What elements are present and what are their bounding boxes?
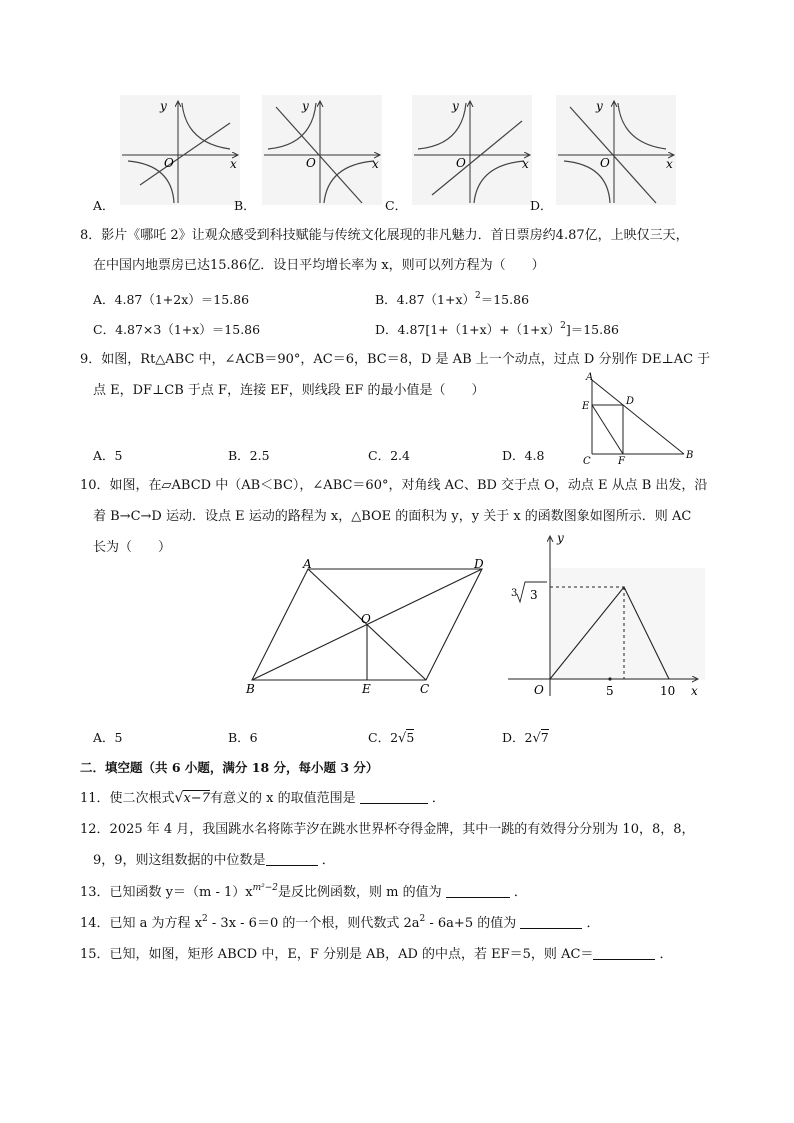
question-13: 13．已知函数 $y=(m - 1)x^{m^2-2}$是反比例函数，则 m 的值为 ． — [80, 883, 527, 900]
q7-graph-set — [90, 95, 690, 210]
svg-text:A: A — [303, 557, 312, 571]
svg-text:O: O — [164, 156, 174, 170]
q8-option-b: B．$4.87(1+x)^2=15.86$ — [375, 291, 530, 307]
svg-text:x: x — [691, 684, 698, 698]
svg-text:O: O — [600, 156, 610, 170]
question-15: 15．已知，如图，矩形 ABCD 中，E，F 分别是 AB，AD 的中点，若 EF＝5，则 AC＝ ． — [80, 947, 673, 962]
svg-text:E: E — [582, 401, 590, 412]
q10-parallelogram-figure — [240, 555, 500, 700]
svg-text:x: x — [372, 157, 379, 171]
svg-text:x: x — [666, 157, 673, 171]
q9-option-a: A．5 — [93, 448, 123, 463]
q8-text-1: 影片《哪吒 2》让观众感受到科技赋能与传统文化展现的非凡魅力．首日票房约4.87亿，上映仅三天， — [101, 228, 689, 243]
q10-function-graph — [500, 528, 710, 700]
q9-text-2: 点 E，DF⊥CB 于点 F，连接 EF，则线段 EF 的最小值是（ ） — [93, 383, 485, 398]
q10-number: 10． — [80, 478, 110, 493]
q9-figure — [580, 372, 700, 467]
q10-text-1: 如图，在▱ABCD 中（AB＜BC），∠ABC＝60°，对角线 AC、BD 交于点 O，动点 E 从点 B 出发，沿 — [109, 478, 708, 493]
q10-text-3: 长为（ ） — [93, 540, 172, 555]
q12-line-2: 9，9，则这组数据的中位数是 ． — [93, 853, 335, 868]
q10-option-a: A．5 — [93, 730, 123, 745]
svg-text:O: O — [306, 156, 316, 170]
q10-option-c: C．2√5 — [368, 730, 415, 746]
q8-option-a: A．4.87（1+2x）＝15.86 — [93, 292, 250, 307]
q10-option-b: B．6 — [228, 730, 258, 745]
question-11: 11．使二次根式√x−7有意义的 x 的取值范围是 ． — [80, 790, 445, 806]
q14-answer-blank[interactable] — [520, 916, 582, 929]
svg-text:y: y — [596, 99, 603, 113]
q9-option-c: C．2.4 — [368, 448, 410, 463]
q9-line-1 — [80, 352, 710, 368]
svg-text:5: 5 — [606, 684, 614, 698]
svg-text:D: D — [474, 557, 484, 571]
svg-text:3: 3 — [511, 588, 518, 599]
svg-text:C: C — [420, 682, 430, 696]
q12-answer-blank[interactable] — [266, 853, 318, 866]
q8-option-d: D．$4.87[1+(1+x)+(1+x)^2]=15.86$ — [375, 321, 619, 337]
svg-text:y: y — [452, 99, 459, 113]
question-14: 14．已知 a 为方程 $x^2 - 3x - 6=0$ 的一个根，则代数式 $2a^2 - 6a+5$ 的值为 ． — [80, 914, 600, 931]
section-2-heading: 二．填空题（共 6 小题，满分 18 分，每小题 3 分） — [80, 760, 379, 775]
svg-text:D: D — [626, 396, 635, 407]
svg-text:y: y — [160, 99, 167, 113]
svg-text:C: C — [583, 456, 591, 467]
q12-text-1: 12．2025 年 4 月，我国跳水名将陈芋汐在跳水世界杯夺得金牌，其中一跳的有效得分分别为 10，8，8， — [80, 822, 695, 837]
q8-option-c: C．4.87×3（1+x）＝15.86 — [93, 322, 261, 337]
q7-option-b-label: B． — [234, 198, 256, 213]
q8-number: 8． — [80, 228, 102, 243]
q7-option-a-label: A． — [93, 198, 115, 213]
q7-graph-a — [120, 95, 240, 205]
q7-option-d-label: D． — [530, 198, 553, 213]
svg-text:y: y — [302, 99, 309, 113]
q7-graph-d — [556, 95, 676, 205]
svg-text:A: A — [586, 372, 594, 383]
q10-option-d: D．2√7 — [502, 730, 549, 746]
q11-answer-blank[interactable] — [360, 791, 428, 804]
svg-text:B: B — [246, 682, 255, 696]
svg-text:O: O — [534, 683, 544, 697]
q10-line-1 — [80, 478, 707, 494]
q10-text-2: 着 B→C→D 运动．设点 E 运动的路程为 x，△BOE 的面积为 y，y 关于 x 的函数图象如图所示．则 AC — [93, 509, 692, 524]
q13-answer-blank[interactable] — [446, 885, 510, 898]
svg-text:F: F — [618, 456, 625, 467]
q8-line-1 — [80, 228, 689, 244]
q7-graph-b — [262, 95, 382, 205]
q8-text-2: 在中国内地票房已达15.86亿．设日平均增长率为 x，则可以列方程为（ ） — [93, 258, 545, 273]
svg-text:O: O — [361, 612, 371, 626]
svg-text:y: y — [557, 531, 564, 545]
svg-text:3: 3 — [530, 588, 538, 602]
q9-text-1: 如图，Rt△ABC 中，∠ACB＝90°，AC＝6，BC＝8，D 是 AB 上一个动点，过点 D 分别作 DE⊥AC 于 — [101, 352, 711, 367]
q7-graph-c — [412, 95, 532, 205]
svg-text:10: 10 — [660, 684, 676, 698]
q7-option-c-label: C． — [385, 198, 408, 213]
svg-text:O: O — [456, 156, 466, 170]
svg-text:x: x — [522, 157, 529, 171]
svg-text:E: E — [362, 682, 371, 696]
q9-option-b: B．2.5 — [228, 448, 270, 463]
svg-text:x: x — [230, 157, 237, 171]
svg-text:B: B — [686, 450, 694, 461]
q9-option-d: D．4.8 — [502, 448, 545, 463]
q9-number: 9． — [80, 352, 102, 367]
q15-answer-blank[interactable] — [593, 947, 655, 960]
